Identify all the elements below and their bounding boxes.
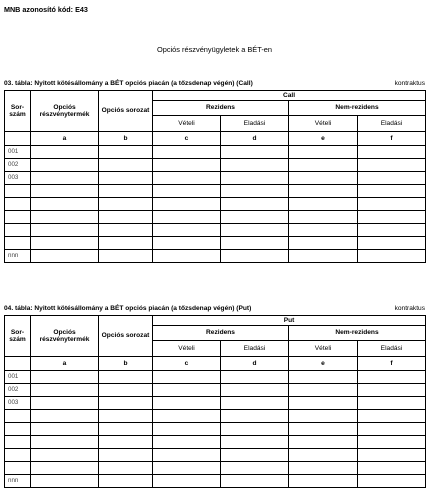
- col-letter-b: b: [99, 357, 153, 371]
- data-cell[interactable]: [289, 198, 358, 211]
- col-letter-a: a: [31, 132, 99, 146]
- row-number: 002: [5, 384, 31, 397]
- data-cell[interactable]: [358, 159, 426, 172]
- table-row: [5, 237, 426, 250]
- data-cell[interactable]: [221, 475, 289, 488]
- data-cell[interactable]: [289, 397, 358, 410]
- header-nonresident: Nem-rezidens: [289, 101, 426, 116]
- data-cell[interactable]: [221, 371, 289, 384]
- row-number: 002: [5, 159, 31, 172]
- row-number: 001: [5, 371, 31, 384]
- header-nonresident-buy: Vételi: [289, 341, 358, 357]
- data-cell[interactable]: [31, 224, 99, 237]
- header-rownum: Sor-szám: [5, 91, 31, 132]
- data-cell[interactable]: [221, 436, 289, 449]
- data-cell[interactable]: [153, 172, 221, 185]
- data-cell[interactable]: [289, 185, 358, 198]
- data-cell[interactable]: [99, 475, 153, 488]
- header-group-put: Put: [153, 316, 426, 326]
- header-resident: Rezidens: [153, 326, 289, 341]
- table-call-header: [4, 80, 425, 90]
- data-cell[interactable]: [221, 224, 289, 237]
- data-cell[interactable]: [289, 224, 358, 237]
- data-cell[interactable]: [221, 410, 289, 423]
- data-cell[interactable]: [289, 449, 358, 462]
- row-number: [5, 237, 31, 250]
- header-group-call: Call: [153, 91, 426, 101]
- data-cell[interactable]: [289, 237, 358, 250]
- data-cell[interactable]: [358, 371, 426, 384]
- data-cell[interactable]: [289, 146, 358, 159]
- data-cell[interactable]: [31, 146, 99, 159]
- data-cell[interactable]: [221, 397, 289, 410]
- col-letter-f: f: [358, 132, 426, 146]
- header-product: Opciós részvénytermék: [31, 91, 99, 132]
- data-cell[interactable]: [358, 224, 426, 237]
- table-put-title: 04. tábla: Nyitott kötésállomány a BÉT opciós piacán (a tőzsdenap végén) (Put): [4, 305, 252, 312]
- data-cell[interactable]: [99, 397, 153, 410]
- data-cell[interactable]: [289, 250, 358, 263]
- data-cell[interactable]: [153, 237, 221, 250]
- table-put-unit: kontraktus: [394, 305, 425, 312]
- data-cell[interactable]: [31, 449, 99, 462]
- row-number: 003: [5, 172, 31, 185]
- row-number: nnn: [5, 250, 31, 263]
- data-cell[interactable]: [289, 436, 358, 449]
- table-row: [5, 371, 426, 384]
- row-number: [5, 436, 31, 449]
- data-cell[interactable]: [221, 384, 289, 397]
- header-nonresident-buy: Vételi: [289, 116, 358, 132]
- data-cell[interactable]: [358, 250, 426, 263]
- data-cell[interactable]: [289, 423, 358, 436]
- col-letter-d: d: [221, 132, 289, 146]
- data-cell[interactable]: [153, 384, 221, 397]
- header-resident-sell: Eladási: [221, 116, 289, 132]
- data-cell[interactable]: [99, 172, 153, 185]
- table-row: [5, 410, 426, 423]
- data-cell[interactable]: [153, 436, 221, 449]
- data-cell[interactable]: [31, 436, 99, 449]
- table-call-section: [4, 80, 425, 263]
- header-resident: Rezidens: [153, 101, 289, 116]
- data-cell[interactable]: [221, 159, 289, 172]
- data-cell[interactable]: [31, 159, 99, 172]
- data-cell[interactable]: [153, 224, 221, 237]
- row-number: [5, 198, 31, 211]
- table-row: [5, 250, 426, 263]
- table-row: [5, 172, 426, 185]
- table-row: [5, 397, 426, 410]
- col-letter-e: e: [289, 357, 358, 371]
- table-row: [5, 211, 426, 224]
- data-cell[interactable]: [358, 384, 426, 397]
- data-cell[interactable]: [99, 384, 153, 397]
- data-cell[interactable]: [221, 237, 289, 250]
- data-cell[interactable]: [99, 462, 153, 475]
- header-rownum: Sor-szám: [5, 316, 31, 357]
- data-cell[interactable]: [153, 475, 221, 488]
- data-cell[interactable]: [289, 371, 358, 384]
- table-row: [5, 146, 426, 159]
- table-put-header: [4, 305, 425, 315]
- data-cell[interactable]: [289, 211, 358, 224]
- header-resident-sell: Eladási: [221, 341, 289, 357]
- row-number: 001: [5, 146, 31, 159]
- row-number: [5, 423, 31, 436]
- table-row: [5, 423, 426, 436]
- data-cell[interactable]: [358, 237, 426, 250]
- data-cell[interactable]: [289, 475, 358, 488]
- data-cell[interactable]: [221, 423, 289, 436]
- data-cell[interactable]: [358, 397, 426, 410]
- table-row: [5, 436, 426, 449]
- col-letter-f: f: [358, 357, 426, 371]
- row-number: [5, 449, 31, 462]
- data-cell[interactable]: [31, 475, 99, 488]
- page-title: Opciós részvényügyletek a BÉT-en: [156, 45, 273, 54]
- col-letter-e: e: [289, 132, 358, 146]
- data-cell[interactable]: [221, 250, 289, 263]
- data-cell[interactable]: [153, 185, 221, 198]
- data-cell[interactable]: [99, 410, 153, 423]
- data-cell[interactable]: [358, 146, 426, 159]
- data-cell[interactable]: [221, 146, 289, 159]
- data-cell[interactable]: [31, 371, 99, 384]
- data-cell[interactable]: [31, 250, 99, 263]
- row-number: [5, 410, 31, 423]
- data-cell[interactable]: [99, 250, 153, 263]
- row-number: [5, 224, 31, 237]
- row-number: nnn: [5, 475, 31, 488]
- table-call-unit: kontraktus: [394, 80, 425, 87]
- data-cell[interactable]: [99, 371, 153, 384]
- col-letter-d: d: [221, 357, 289, 371]
- data-cell[interactable]: [99, 198, 153, 211]
- data-cell[interactable]: [31, 410, 99, 423]
- data-cell[interactable]: [99, 185, 153, 198]
- data-cell[interactable]: [358, 436, 426, 449]
- col-letter-c: c: [153, 132, 221, 146]
- header-nonresident-sell: Eladási: [358, 341, 426, 357]
- row-number: [5, 211, 31, 224]
- data-cell[interactable]: [153, 462, 221, 475]
- data-cell[interactable]: [153, 410, 221, 423]
- data-cell[interactable]: [153, 146, 221, 159]
- data-cell[interactable]: [358, 410, 426, 423]
- data-cell[interactable]: [31, 198, 99, 211]
- table-row: [5, 462, 426, 475]
- table-call: [4, 90, 426, 263]
- data-cell[interactable]: [221, 198, 289, 211]
- data-cell[interactable]: [99, 146, 153, 159]
- data-cell[interactable]: [221, 172, 289, 185]
- data-cell[interactable]: [31, 397, 99, 410]
- table-row: [5, 185, 426, 198]
- data-cell[interactable]: [31, 185, 99, 198]
- data-cell[interactable]: [31, 384, 99, 397]
- table-row: [5, 449, 426, 462]
- col-letter-a: a: [31, 357, 99, 371]
- data-cell[interactable]: [358, 449, 426, 462]
- data-cell[interactable]: [153, 371, 221, 384]
- data-cell[interactable]: [289, 159, 358, 172]
- header-series: Opciós sorozat: [99, 91, 153, 132]
- header-nonresident-sell: Eladási: [358, 116, 426, 132]
- data-cell[interactable]: [153, 449, 221, 462]
- data-cell[interactable]: [153, 211, 221, 224]
- data-cell[interactable]: [221, 462, 289, 475]
- data-cell[interactable]: [153, 250, 221, 263]
- data-cell[interactable]: [31, 237, 99, 250]
- row-number: [5, 462, 31, 475]
- data-cell[interactable]: [221, 185, 289, 198]
- data-cell[interactable]: [358, 211, 426, 224]
- table-row: [5, 159, 426, 172]
- data-cell[interactable]: [221, 449, 289, 462]
- header-resident-buy: Vételi: [153, 341, 221, 357]
- data-cell[interactable]: [358, 475, 426, 488]
- data-cell[interactable]: [289, 462, 358, 475]
- table-row: [5, 198, 426, 211]
- data-cell[interactable]: [99, 224, 153, 237]
- table-row: [5, 384, 426, 397]
- data-cell[interactable]: [153, 159, 221, 172]
- data-cell[interactable]: [31, 423, 99, 436]
- row-number: 003: [5, 397, 31, 410]
- data-cell[interactable]: [358, 185, 426, 198]
- row-number: [5, 185, 31, 198]
- table-put: [4, 315, 426, 488]
- data-cell[interactable]: [99, 211, 153, 224]
- table-row: [5, 475, 426, 488]
- data-cell[interactable]: [153, 397, 221, 410]
- col-letter-b: b: [99, 132, 153, 146]
- data-cell[interactable]: [289, 410, 358, 423]
- header-series: Opciós sorozat: [99, 316, 153, 357]
- table-row: [5, 224, 426, 237]
- header-product: Opciós részvénytermék: [31, 316, 99, 357]
- data-cell[interactable]: [99, 423, 153, 436]
- table-put-section: [4, 305, 425, 488]
- data-cell[interactable]: [358, 462, 426, 475]
- col-letter-c: c: [153, 357, 221, 371]
- data-cell[interactable]: [358, 423, 426, 436]
- data-cell[interactable]: [99, 237, 153, 250]
- header-nonresident: Nem-rezidens: [289, 326, 426, 341]
- data-cell[interactable]: [31, 462, 99, 475]
- data-cell[interactable]: [31, 172, 99, 185]
- data-cell[interactable]: [99, 436, 153, 449]
- data-cell[interactable]: [99, 159, 153, 172]
- table-call-title: 03. tábla: Nyitott kötésállomány a BÉT opciós piacán (a tőzsdenap végén) (Call): [4, 80, 253, 87]
- data-cell[interactable]: [153, 198, 221, 211]
- data-cell[interactable]: [31, 211, 99, 224]
- data-cell[interactable]: [153, 423, 221, 436]
- data-cell[interactable]: [289, 384, 358, 397]
- header-resident-buy: Vételi: [153, 116, 221, 132]
- mnb-code: MNB azonosító kód: E43: [4, 5, 88, 14]
- data-cell[interactable]: [358, 172, 426, 185]
- data-cell[interactable]: [289, 172, 358, 185]
- data-cell[interactable]: [99, 449, 153, 462]
- data-cell[interactable]: [221, 211, 289, 224]
- data-cell[interactable]: [358, 198, 426, 211]
